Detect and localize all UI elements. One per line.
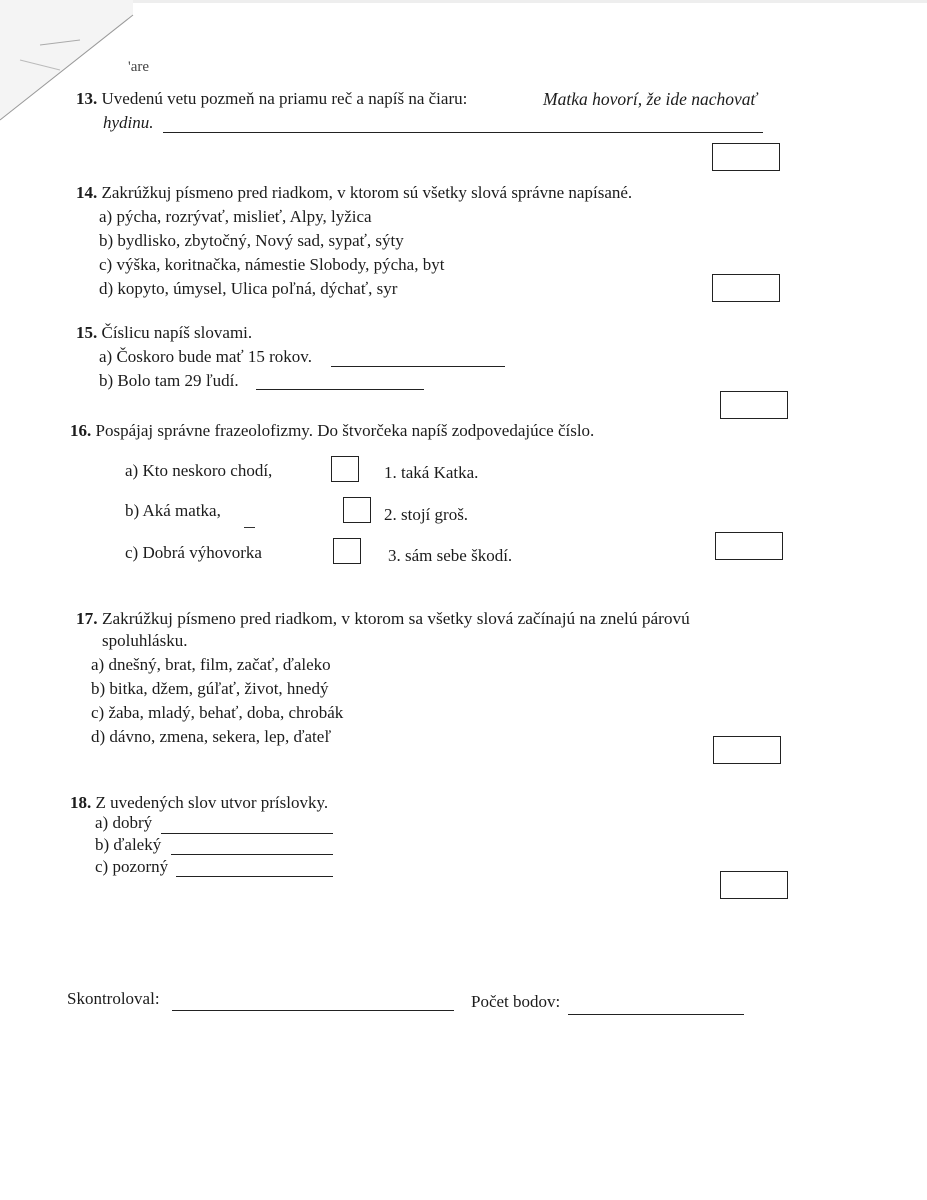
option-d[interactable]: d) dávno, zmena, sekera, lep, ďateľ	[91, 727, 332, 746]
phrase-start-c: c) Dobrá výhovorka	[125, 543, 262, 562]
question-17	[76, 609, 690, 629]
question-text: Zakrúžkuj písmeno pred riadkom, v ktorom sú všetky slová správne napísané.	[101, 183, 633, 202]
item-c: c) pozorný	[95, 857, 169, 876]
points-line[interactable]	[568, 1014, 744, 1015]
points-label: Počet bodov:	[471, 992, 561, 1011]
question-text: Pospájaj správne frazeolofizmy. Do štvorčeka napíš zodpovedajúce číslo.	[95, 421, 595, 440]
question-number: 16.	[70, 421, 92, 440]
question-text: Z uvedených slov utvor príslovky.	[95, 793, 329, 812]
question-number: 14.	[76, 183, 98, 202]
answer-line[interactable]	[171, 854, 333, 855]
option-a[interactable]: a) dnešný, brat, film, začať, ďaleko	[91, 655, 331, 674]
checked-by-label: Skontroloval:	[67, 989, 160, 1008]
phrase-end-3: 3. sám sebe škodí.	[388, 546, 513, 565]
question-number: 15.	[76, 323, 98, 342]
checked-by-line[interactable]	[172, 1010, 454, 1011]
question-18	[70, 793, 328, 813]
question-text: Číslicu napíš slovami.	[101, 323, 253, 342]
item-a: a) Čoskoro bude mať 15 rokov.	[99, 347, 312, 366]
question-14	[76, 183, 632, 203]
score-box-14[interactable]	[712, 274, 780, 302]
item-b: b) ďaleký	[95, 835, 162, 854]
phrase-end-2: 2. stojí groš.	[384, 505, 469, 524]
score-box-13[interactable]	[712, 143, 780, 171]
question-number: 17.	[76, 609, 98, 628]
answer-line[interactable]	[256, 389, 424, 390]
question-13-quote: Matka hovorí, že ide nachovať	[543, 89, 757, 109]
option-a[interactable]: a) pýcha, rozrývať, mislieť, Alpy, lyžica	[99, 207, 372, 226]
option-c[interactable]: c) výška, koritnačka, námestie Slobody, pýcha, byt	[99, 255, 445, 274]
score-box-15[interactable]	[720, 391, 788, 419]
answer-line[interactable]	[161, 833, 333, 834]
answer-line[interactable]	[331, 366, 505, 367]
question-text: Uvedenú vetu pozmeň na priamu reč a napíš na čiaru:	[101, 89, 468, 108]
option-c[interactable]: c) žaba, mladý, behať, doba, chrobák	[91, 703, 344, 722]
question-13	[76, 89, 467, 109]
score-box-16[interactable]	[715, 532, 783, 560]
option-b[interactable]: b) bitka, džem, gúľať, život, hnedý	[91, 679, 329, 698]
match-box-a[interactable]	[331, 456, 359, 482]
answer-line[interactable]	[163, 132, 763, 133]
folded-corner	[0, 0, 140, 130]
pen-mark	[244, 527, 255, 528]
question-16	[70, 421, 594, 441]
phrase-start-a: a) Kto neskoro chodí,	[125, 461, 273, 480]
question-text-cont: spoluhlásku.	[102, 631, 188, 650]
match-box-c[interactable]	[333, 538, 361, 564]
match-box-b[interactable]	[343, 497, 371, 523]
score-box-17[interactable]	[713, 736, 781, 764]
header-fragment: 'are	[128, 59, 150, 75]
score-box-18[interactable]	[720, 871, 788, 899]
question-text: Zakrúžkuj písmeno pred riadkom, v ktorom sa všetky slová začínajú na znelú párovú	[101, 609, 690, 628]
question-15	[76, 323, 252, 343]
answer-line[interactable]	[176, 876, 333, 877]
item-a: a) dobrý	[95, 813, 153, 832]
option-b[interactable]: b) bydlisko, zbytočný, Nový sad, sypať, sýty	[99, 231, 404, 250]
question-13-quote-end: hydinu.	[103, 113, 154, 132]
option-d[interactable]: d) kopyto, úmysel, Ulica poľná, dýchať, syr	[99, 279, 398, 298]
item-b: b) Bolo tam 29 ľudí.	[99, 371, 239, 390]
question-number: 13.	[76, 89, 98, 108]
question-number: 18.	[70, 793, 92, 812]
phrase-end-1: 1. taká Katka.	[384, 463, 479, 482]
phrase-start-b: b) Aká matka,	[125, 501, 221, 520]
